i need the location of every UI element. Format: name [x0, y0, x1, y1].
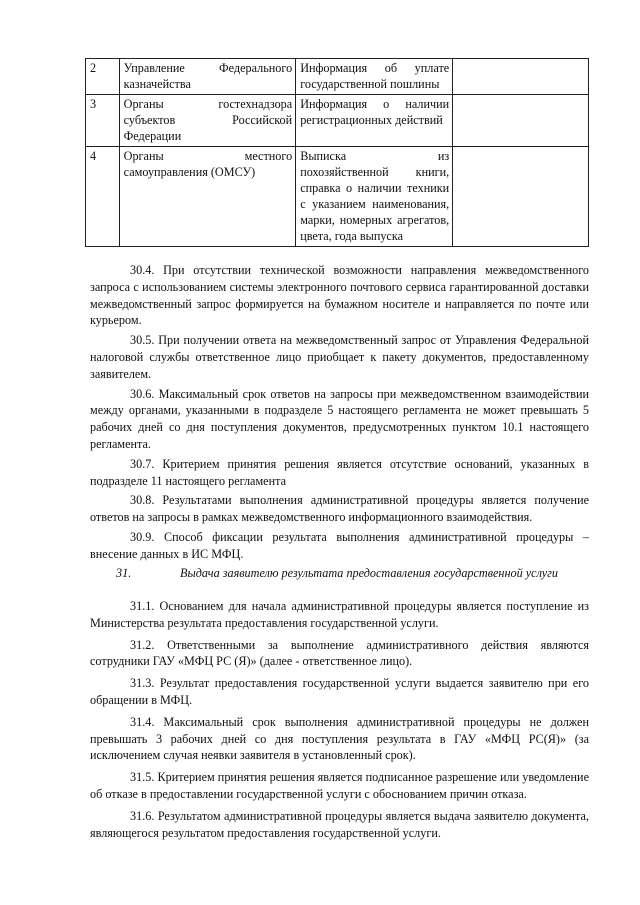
empty-cell: [453, 95, 589, 147]
row-number: 4: [86, 147, 120, 247]
paragraph-31-2: 31.2. Ответственными за выполнение административного действия являются сотрудники ГАУ «МФЦ РС (Я)» (далее - ответственное лицо).: [90, 637, 589, 669]
empty-cell: [453, 59, 589, 95]
row-number: 2: [86, 59, 120, 95]
section-31-text: [90, 598, 589, 846]
table-row: [86, 147, 589, 247]
paragraph-30-6: 30.6. Максимальный срок ответов на запросы при межведомственном взаимодействии между органами, указанными в подразделе 5 настоящего регламента не может превышать 5 рабочих дней со дня поступления документов, предусмотренных пунктом 10.1 настоящего регламента.: [90, 386, 589, 451]
organization-cell: Управление Федерального казначейства: [119, 59, 296, 95]
organization-cell: Органы гостехнадзора субъектов Российской Федерации: [119, 95, 296, 147]
information-cell: Информация о наличии регистрационных действий: [296, 95, 453, 147]
paragraph-30-4: 30.4. При отсутствии технической возможности направления межведомственного запроса с использованием системы электронного почтового сервиса гарантированной доставки межведомственный запрос формируется на бумажном носителе и направляется по почте или курьером.: [90, 263, 589, 328]
paragraph-30-7: 30.7. Критерием принятия решения является отсутствие оснований, указанных в подразделе 11 настоящего регламента: [90, 456, 589, 488]
organization-cell: Органы местного самоуправления (ОМСУ): [119, 147, 296, 247]
paragraph-31-3: 31.3. Результат предоставления государственной услуги выдается заявителю при его обращении в МФЦ.: [90, 676, 589, 707]
information-cell: Выписка из похозяйственной книги, справка о наличии техники с указанием наименования, марки, номерных агрегатов, цвета, года выпуска: [296, 147, 453, 247]
information-cell: Информация об уплате государственной пошлины: [296, 59, 453, 95]
paragraph-31-1: 31.1. Основанием для начала административной процедуры является поступление из Министерства результата предоставления государственной услуги.: [90, 599, 589, 630]
agencies-table: [85, 58, 589, 247]
empty-cell: [453, 147, 589, 247]
paragraph-30-8: 30.8. Результатами выполнения административной процедуры является получение ответов на запросы в рамках межведомственного информационного взаимодействия.: [90, 493, 589, 525]
section-30-text: [90, 262, 589, 566]
paragraph-31-4: 31.4. Максимальный срок выполнения административной процедуры не должен превышать 3 рабочих дней со дня поступления результата в ГАУ «МФЦ РС(Я)» (за исключением случая неявки заявителя в установленный срок).: [90, 714, 589, 763]
section-title: Выдача заявителю результата предоставления государственной услуги: [180, 566, 558, 580]
row-number: 3: [86, 95, 120, 147]
table-row: [86, 95, 589, 147]
table-row: [86, 59, 589, 95]
paragraph-31-5: 31.5. Критерием принятия решения является подписанное разрешение или уведомление об отказе в предоставлении государственной услуги с обоснованием причин отказа.: [90, 770, 589, 801]
paragraph-31-6: 31.6. Результатом административной процедуры является выдача заявителю документа, являющегося результатом предоставления государственной услуги.: [90, 808, 589, 840]
paragraph-30-9: 30.9. Способ фиксации результата выполнения административной процедуры – внесение данных в ИС МФЦ.: [90, 529, 589, 561]
section-number: 31.: [116, 566, 132, 580]
paragraph-30-5: 30.5. При получении ответа на межведомственный запрос от Управления Федеральной налоговой службы ответственное лицо приобщает к пакету документов, предоставленному заявителем.: [90, 333, 589, 381]
